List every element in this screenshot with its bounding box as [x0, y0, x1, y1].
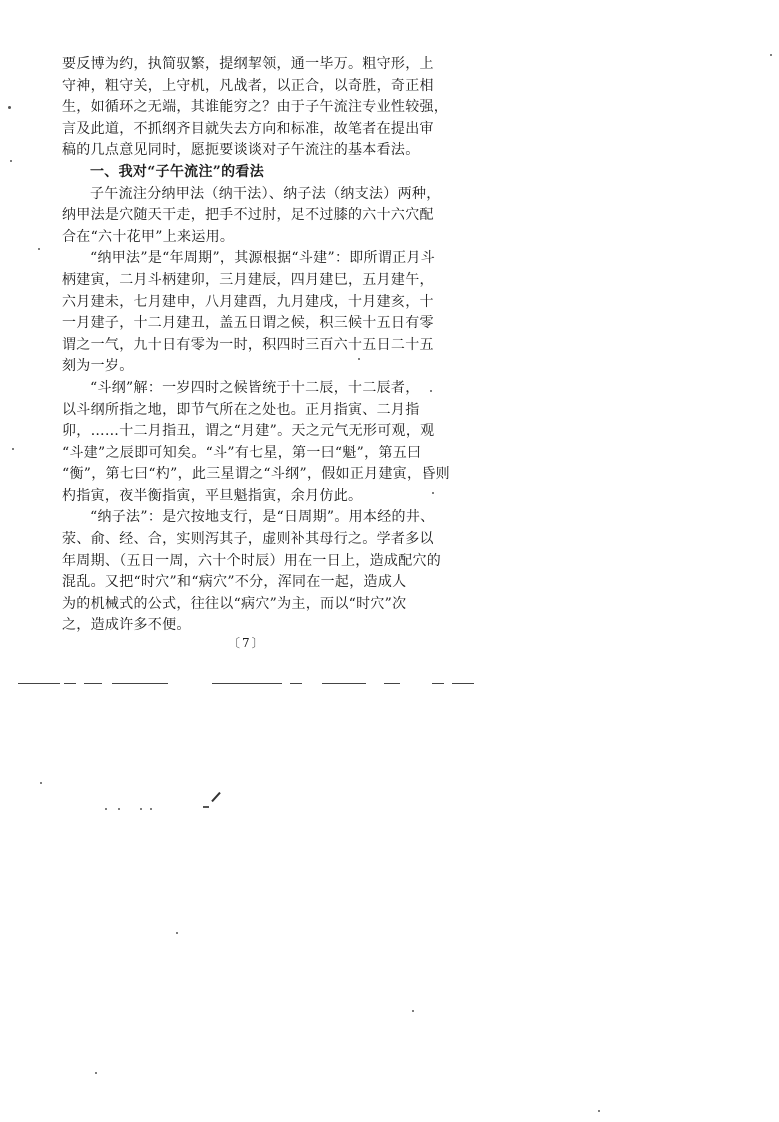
scan-speck	[140, 808, 142, 810]
scan-speck	[12, 448, 14, 450]
heading-line: 一、我对“子午流注”的看法	[90, 163, 265, 180]
paragraph	[62, 248, 438, 378]
text-line: “纳甲法”是“年周期”，其源根据“斗建”：即所谓正月斗	[90, 250, 436, 267]
scan-speck	[430, 390, 432, 392]
text-line: 卯，……十二月指丑，谓之“月建”。天之元气无形可观，观	[62, 423, 435, 440]
body-text	[62, 54, 450, 637]
text-line: 生，如循环之无端，其谁能穷之？由于子午流注专业性较强，	[62, 99, 449, 116]
scan-speck	[150, 808, 152, 810]
paragraph	[62, 54, 449, 162]
scan-rule-segment	[432, 683, 444, 684]
text-line: 杓指寅，夜半衡指寅，平旦魁指寅，余月仿此。	[62, 487, 363, 504]
text-line: “斗纲”解：一岁四时之候皆统于十二辰，十二辰者，	[90, 379, 420, 396]
text-line: 纳甲法是穴随天干走，把手不过肘，足不过膝的六十六穴配	[62, 207, 434, 224]
text-line: 谓之一气，九十日有零为一时，积四时三百六十五日二十五	[62, 336, 434, 353]
scan-rule-segment	[384, 683, 400, 684]
scan-speck	[8, 106, 11, 109]
scan-rule-segment	[322, 683, 366, 684]
text-line: 要反博为约，执简驭繁，提纲挈领，通一毕万。粗守形，上	[62, 56, 434, 72]
scan-speck	[95, 1072, 97, 1074]
text-line: 为的机械式的公式，往往以“病穴”为主，而以“时穴”次	[62, 595, 407, 612]
scan-speck	[176, 932, 178, 934]
text-line: “斗建”之辰即可知矣。“斗”有七星，第一曰“魁”，第五曰	[62, 444, 422, 461]
scan-speck	[432, 492, 434, 494]
scan-speck	[412, 1010, 414, 1012]
text-line: 柄建寅，二月斗柄建卯，三月建辰，四月建巳，五月建午，	[62, 271, 434, 288]
text-line: 一月建子，十二月建丑，盖五日谓之候，积三候十五日有零	[62, 315, 434, 332]
scan-speck	[10, 160, 12, 162]
scan-speck	[38, 248, 40, 250]
scan-speck	[105, 808, 107, 810]
text-line: 稿的几点意见同时，愿扼要谈谈对子午流注的基本看法。	[62, 142, 420, 159]
text-line: 混乱。又把“时穴”和“病穴”不分，浑同在一起，造成人	[62, 574, 407, 591]
text-line: 以斗纲所指之地，即节气所在之处也。正月指寅、二月指	[62, 401, 420, 418]
text-line: “衡”，第七曰“杓”，此三星谓之“斗纲”，假如正月建寅，昏则	[62, 466, 450, 483]
scan-rule-segment	[18, 683, 60, 684]
text-line: 之，造成许多不便。	[62, 617, 191, 634]
text-line: “纳子法”：是穴按地支行，是“日周期”。用本经的井、	[90, 509, 435, 526]
paragraph	[62, 184, 441, 249]
document-page	[62, 54, 450, 637]
scan-rule-segment	[212, 683, 282, 684]
text-line: 刻为一岁。	[62, 358, 134, 375]
scan-rule-segment	[452, 683, 474, 684]
paragraph	[62, 378, 450, 508]
section-heading	[62, 162, 438, 184]
text-line: 荥、俞、经、合，实则泻其子，虚则补其母行之。学者多以	[62, 531, 434, 548]
paragraph	[62, 507, 442, 637]
text-line: 子午流注分纳甲法（纳干法）、纳子法（纳支法）两种，	[90, 185, 441, 202]
text-line: 六月建未，七月建申，八月建酉，九月建戌，十月建亥，十	[62, 293, 434, 310]
scan-speck	[598, 1110, 600, 1112]
scan-speck	[203, 806, 209, 808]
text-line: 言及此道，不抓纲齐目就失去方向和标准，故笔者在提出审	[62, 120, 434, 137]
scan-speck	[358, 358, 360, 360]
text-line: 年周期、（五日一周，六十个时辰）用在一日上，造成配穴的	[62, 552, 442, 569]
scan-rule-segment	[84, 683, 102, 684]
scan-speck	[118, 808, 120, 810]
page-number: 〔7〕	[228, 636, 266, 650]
text-line: 守神，粗守关，上守机，凡战者，以正合，以奇胜，奇正相	[62, 77, 434, 94]
scan-rule-segment	[64, 683, 76, 684]
scan-speck	[40, 782, 42, 784]
scan-speck	[770, 54, 772, 56]
scan-rule-segment	[290, 683, 302, 684]
scan-rule-segment	[112, 683, 168, 684]
text-line: 合在“六十花甲”上来运用。	[62, 228, 235, 245]
scan-pen-mark	[211, 792, 221, 802]
